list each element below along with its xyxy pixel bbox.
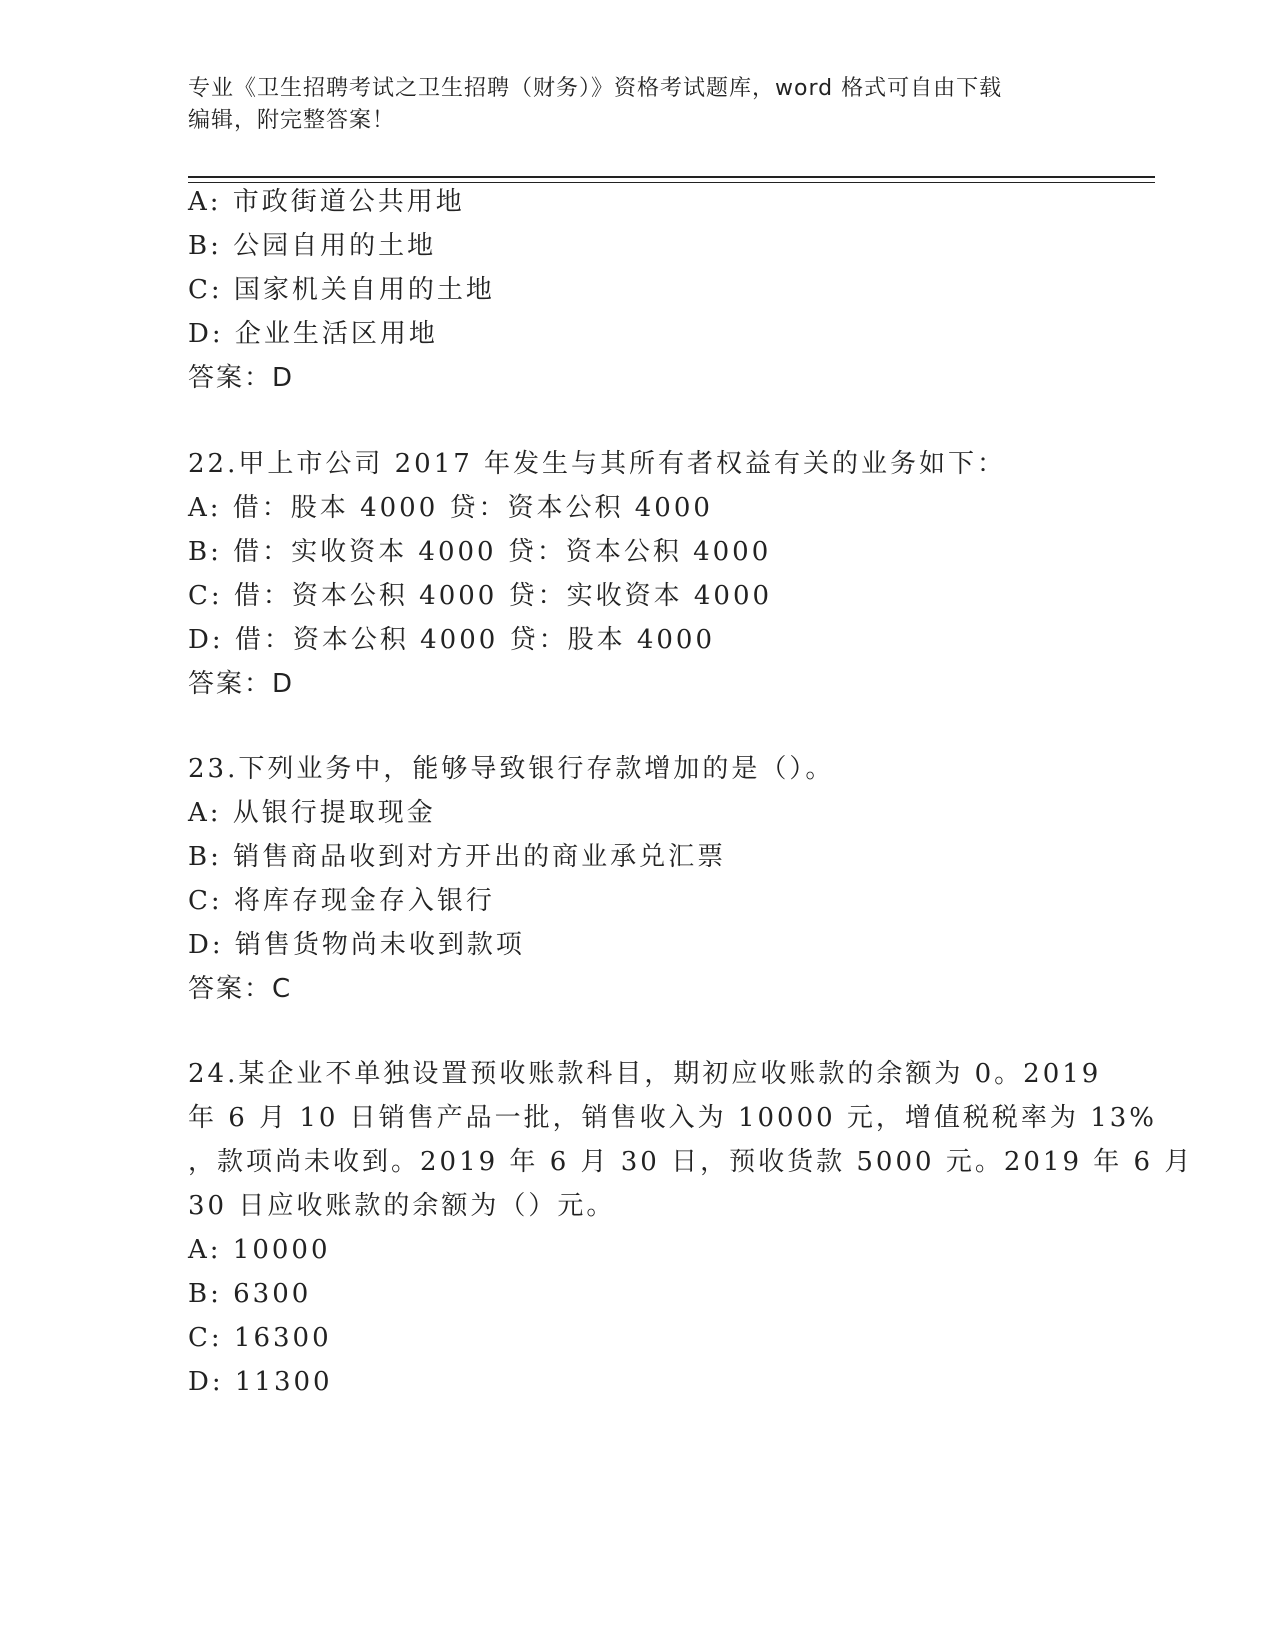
q21-option-b: B: 公园自用的土地 <box>188 231 437 261</box>
q23-option-b: B: 销售商品收到对方开出的商业承兑汇票 <box>188 842 727 872</box>
q21-option-c: C: 国家机关自用的土地 <box>188 275 495 305</box>
q22-option-d: D: 借：资本公积 4000 贷：股本 4000 <box>188 625 716 655</box>
q24-stem-line-2: 年 6 月 10 日销售产品一批，销售收入为 10000 元，增值税税率为 13% <box>188 1103 1157 1133</box>
header-line-2: 编辑，附完整答案！ <box>188 108 396 133</box>
q24-option-d: D: 11300 <box>188 1367 333 1397</box>
header-divider-thick <box>188 176 1155 178</box>
q23-option-c: C: 将库存现金存入银行 <box>188 886 495 916</box>
q24-stem-line-3: ，款项尚未收到。2019 年 6 月 30 日，预收货款 5000 元。2019 年 6 月 <box>188 1147 1194 1177</box>
header-divider-thin <box>188 182 1155 183</box>
q22-option-a: A: 借：股本 4000 贷：资本公积 4000 <box>188 493 713 523</box>
q23-option-d: D: 销售货物尚未收到款项 <box>188 930 525 960</box>
q24-option-c: C: 16300 <box>188 1323 332 1353</box>
q22-option-c: C: 借：资本公积 4000 贷：实收资本 4000 <box>188 581 773 611</box>
document-header <box>188 73 1068 137</box>
q24-stem-line-4: 30 日应收账款的余额为（）元。 <box>188 1191 616 1221</box>
header-line-1: 专业《卫生招聘考试之卫生招聘（财务）》资格考试题库，word 格式可自由下载 <box>188 76 1003 101</box>
q23-answer: 答案：C <box>188 974 293 1004</box>
q24-option-b: B: 6300 <box>188 1279 312 1309</box>
q22-stem: 22.甲上市公司 2017 年发生与其所有者权益有关的业务如下： <box>188 449 1007 479</box>
q22-option-b: B: 借：实收资本 4000 贷：资本公积 4000 <box>188 537 772 567</box>
q23-option-a: A: 从银行提取现金 <box>188 798 436 828</box>
q24-stem-line-1: 24.某企业不单独设置预收账款科目，期初应收账款的余额为 0。2019 <box>188 1059 1102 1089</box>
q21-answer: 答案：D <box>188 363 295 393</box>
q24-option-a: A: 10000 <box>188 1235 331 1265</box>
q21-option-a: A: 市政街道公共用地 <box>188 187 465 217</box>
q23-stem: 23.下列业务中，能够导致银行存款增加的是（）。 <box>188 754 835 784</box>
q22-answer: 答案：D <box>188 669 295 699</box>
q21-option-d: D: 企业生活区用地 <box>188 319 438 349</box>
